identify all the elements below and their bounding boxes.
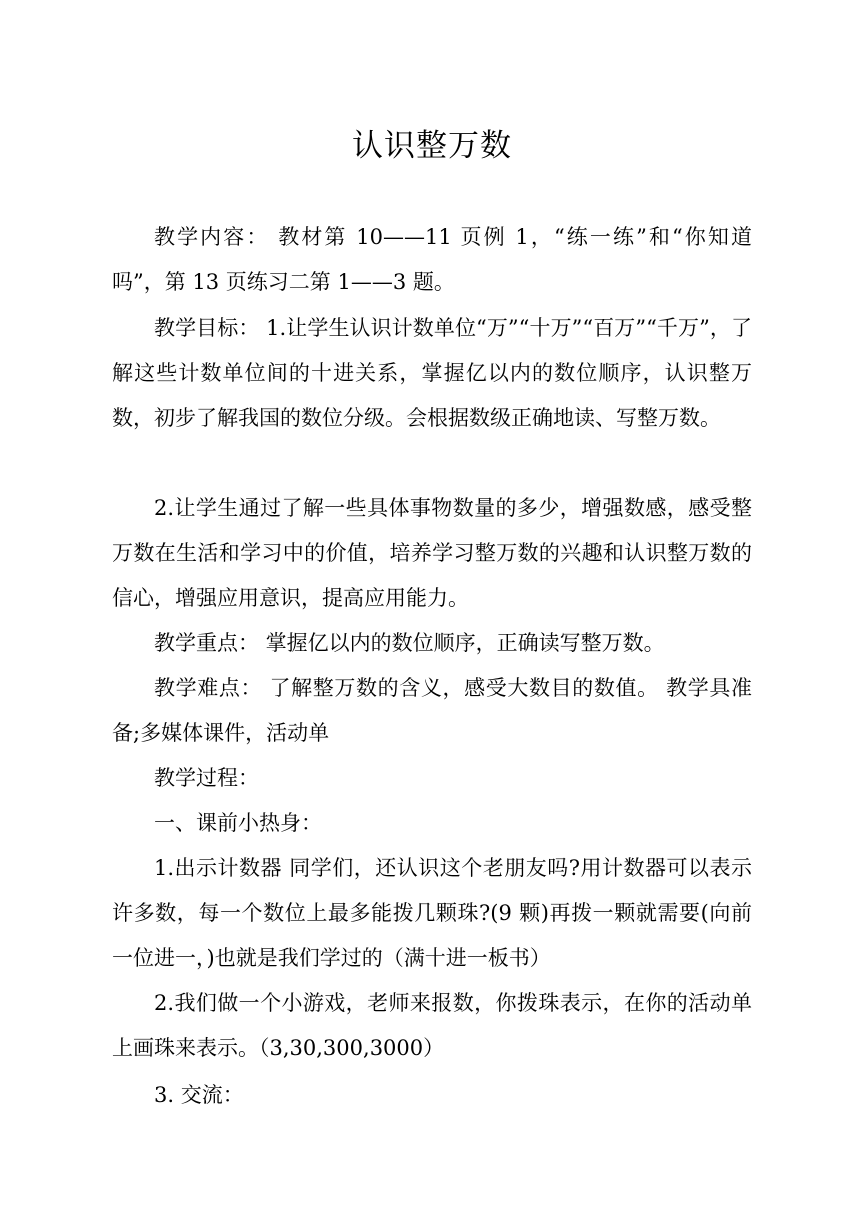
paragraph-section-1-heading: 一、课前小热身： <box>154 811 322 835</box>
paragraph-difficulties: 教学难点： 了解整万数的含义，感受大数目的数值。 教学具准备;多媒体课件，活动单 <box>112 676 752 745</box>
paragraph-step-1: 1.出示计数器 同学们，还认识这个老朋友吗?用计数器可以表示许多数，每一个数位上最多能拨几颗珠?(9 颗)再拨一颗就需要(向前一位进一，)也就是我们学过的（满十进一板书） <box>112 856 752 970</box>
paragraph-goal-2: 2.让学生通过了解一些具体事物数量的多少，增强数感，感受整万数在生活和学习中的价值，培养学习整万数的兴趣和认识整万数的信心，增强应用意识，提高应用能力。 <box>112 496 752 610</box>
paragraph-teaching-goals: 教学目标： 1.让学生认识计数单位“万”“十万”“百万”“千万”，了解这些计数单位间的十进关系，掌握亿以内的数位顺序，认识整万数，初步了解我国的数位分级。会根据数级正确地读、写整万数。 <box>112 316 752 430</box>
paragraph-step-3: 3. 交流： <box>154 1083 244 1107</box>
paragraph-step-2: 2.我们做一个小游戏，老师来报数，你拨珠表示，在你的活动单上画珠来表示。（3,30,300,3000） <box>112 991 752 1060</box>
paragraph-process-heading: 教学过程： <box>154 766 259 790</box>
document-title: 认识整万数 <box>352 128 512 164</box>
paragraph-teaching-content: 教学内容： 教材第 10——11 页例 1，“练一练”和“你知道吗”，第 13 页练习二第 1——3 题。 <box>112 225 752 294</box>
paragraph-key-points: 教学重点： 掌握亿以内的数位顺序，正确读写整万数。 <box>154 631 665 655</box>
